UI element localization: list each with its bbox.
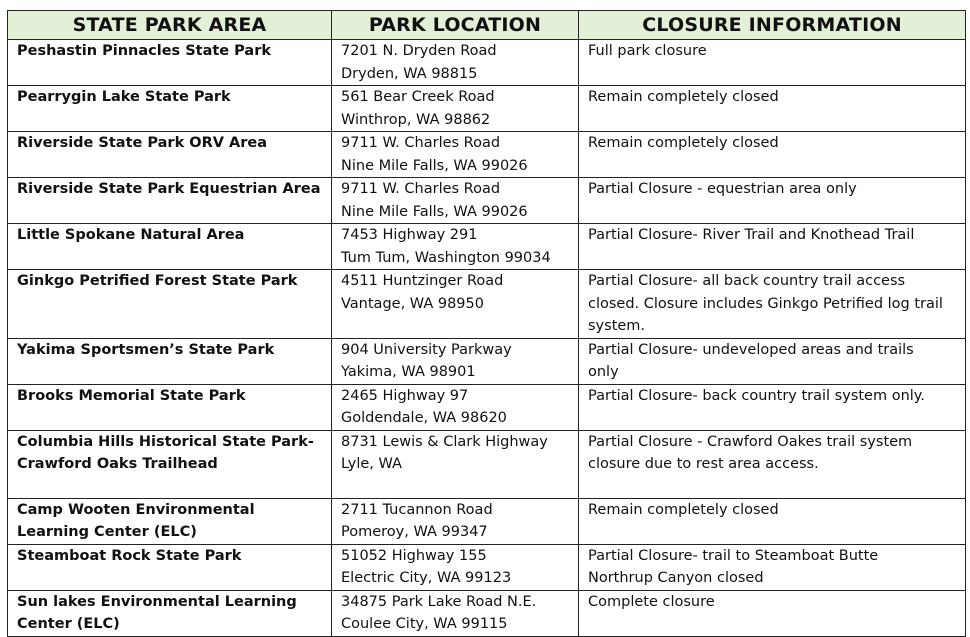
location-line: Goldendale, WA 98620 [341, 410, 507, 426]
park-name-cell [8, 590, 332, 636]
name-line: Pearrygin Lake State Park [17, 89, 231, 105]
location-line: 561 Bear Creek Road [341, 89, 495, 105]
park-location-cell [332, 40, 579, 86]
location-line: 7453 Highway 291 [341, 227, 478, 243]
location-line: Nine Mile Falls, WA 99026 [341, 203, 528, 220]
table-row [8, 40, 966, 86]
name-line: Little Spokane Natural Area [17, 227, 245, 243]
closure-info-cell [579, 498, 966, 544]
closure-info-cell [579, 132, 966, 178]
closure-info-cell [579, 40, 966, 86]
table-row [8, 270, 966, 339]
location-line: 2465 Highway 97 [341, 387, 469, 404]
location-line: 8731 Lewis & Clark Highway [341, 433, 548, 450]
closure-line: Full park closure [588, 43, 707, 59]
name-line: Peshastin Pinnacles State Park [17, 43, 271, 59]
location-line: Vantage, WA 98950 [341, 295, 484, 312]
park-name-cell [8, 86, 332, 132]
name-line: Ginkgo Petrified Forest State Park [17, 273, 298, 289]
park-name-cell [8, 178, 332, 224]
name-line: Steamboat Rock State Park [17, 547, 242, 564]
closure-line: Partial Closure- back country trail system only. [588, 387, 925, 404]
closure-line: Partial Closure- undeveloped areas and trails [588, 341, 914, 358]
name-line: Center (ELC) [17, 616, 120, 632]
park-name-cell [8, 224, 332, 270]
closure-line: only [588, 364, 619, 380]
closure-line: Remain completely closed [588, 135, 779, 151]
location-line: Winthrop, WA 98862 [341, 111, 491, 128]
header-park-location: PARK LOCATION [332, 11, 579, 40]
table-row [8, 384, 966, 430]
location-line: Lyle, WA [341, 456, 402, 472]
park-location-cell [332, 86, 579, 132]
park-location-cell [332, 590, 579, 636]
location-line: 904 University Parkway [341, 341, 512, 358]
closure-info-cell [579, 544, 966, 590]
header-row [8, 11, 966, 40]
park-location-cell [332, 270, 579, 339]
closure-line: Partial Closure- trail to Steamboat Butte [588, 547, 879, 564]
closure-line: Remain completely closed [588, 501, 779, 518]
park-location-cell [332, 384, 579, 430]
closure-info-cell [579, 338, 966, 384]
name-line: Yakima Sportsmen’s State Park [17, 341, 275, 358]
header-state-park-area: STATE PARK AREA [8, 11, 332, 40]
park-name-cell [8, 132, 332, 178]
park-name-cell [8, 430, 332, 498]
park-name-cell [8, 338, 332, 384]
location-line: 9711 W. Charles Road [341, 135, 501, 151]
park-name-cell [8, 544, 332, 590]
park-location-cell [332, 224, 579, 270]
park-location-cell [332, 498, 579, 544]
park-location-cell [332, 132, 579, 178]
table-row [8, 590, 966, 636]
table-row [8, 178, 966, 224]
location-line: 2711 Tucannon Road [341, 501, 493, 518]
closure-info-cell [579, 86, 966, 132]
table-row [8, 430, 966, 498]
location-line: Yakima, WA 98901 [341, 364, 476, 380]
closure-line: Complete closure [588, 593, 715, 610]
table-row [8, 86, 966, 132]
park-closures-table [7, 10, 966, 637]
closure-line: Northrup Canyon closed [588, 570, 764, 586]
park-name-cell [8, 498, 332, 544]
location-line: 9711 W. Charles Road [341, 181, 501, 197]
location-line: 4511 Huntzinger Road [341, 273, 504, 289]
closure-info-cell [579, 270, 966, 339]
closure-line: Partial Closure- River Trail and Knothead Trail [588, 227, 915, 243]
name-line: Riverside State Park Equestrian Area [17, 181, 321, 197]
park-location-cell [332, 178, 579, 224]
location-line: 51052 Highway 155 [341, 547, 487, 564]
closure-info-cell [579, 384, 966, 430]
closure-line: closed. Closure includes Ginkgo Petrified log trail [588, 295, 943, 312]
location-line: Dryden, WA 98815 [341, 65, 478, 82]
table-row [8, 498, 966, 544]
park-name-cell [8, 384, 332, 430]
name-line: Sun lakes Environmental Learning [17, 593, 297, 610]
location-line: 34875 Park Lake Road N.E. [341, 593, 537, 610]
closure-line: system. [588, 318, 646, 334]
closure-info-cell [579, 430, 966, 498]
name-line: Learning Center (ELC) [17, 524, 197, 540]
name-line: Crawford Oaks Trailhead [17, 456, 218, 472]
location-line: Tum Tum, Washington 99034 [341, 249, 551, 266]
header-closure-information: CLOSURE INFORMATION [579, 11, 966, 40]
park-name-cell [8, 40, 332, 86]
name-line: Camp Wooten Environmental [17, 501, 255, 518]
table-row [8, 544, 966, 590]
park-location-cell [332, 338, 579, 384]
park-name-cell [8, 270, 332, 339]
closure-line: Partial Closure - Crawford Oakes trail system [588, 433, 913, 450]
park-location-cell [332, 430, 579, 498]
location-line: Pomeroy, WA 99347 [341, 524, 488, 540]
closure-info-cell [579, 590, 966, 636]
closure-info-cell [579, 178, 966, 224]
table-row [8, 132, 966, 178]
closure-line: Partial Closure - equestrian area only [588, 181, 857, 197]
closure-line: closure due to rest area access. [588, 456, 819, 472]
location-line: Electric City, WA 99123 [341, 570, 512, 586]
table-row [8, 224, 966, 270]
location-line: 7201 N. Dryden Road [341, 43, 497, 59]
closure-line: Partial Closure- all back country trail access [588, 273, 906, 289]
name-line: Columbia Hills Historical State Park- [17, 433, 314, 450]
closure-info-cell [579, 224, 966, 270]
closure-line: Remain completely closed [588, 89, 779, 105]
location-line: Coulee City, WA 99115 [341, 616, 508, 632]
table-row [8, 338, 966, 384]
location-line: Nine Mile Falls, WA 99026 [341, 157, 528, 174]
name-line: Riverside State Park ORV Area [17, 135, 268, 151]
park-location-cell [332, 544, 579, 590]
name-line: Brooks Memorial State Park [17, 387, 246, 404]
